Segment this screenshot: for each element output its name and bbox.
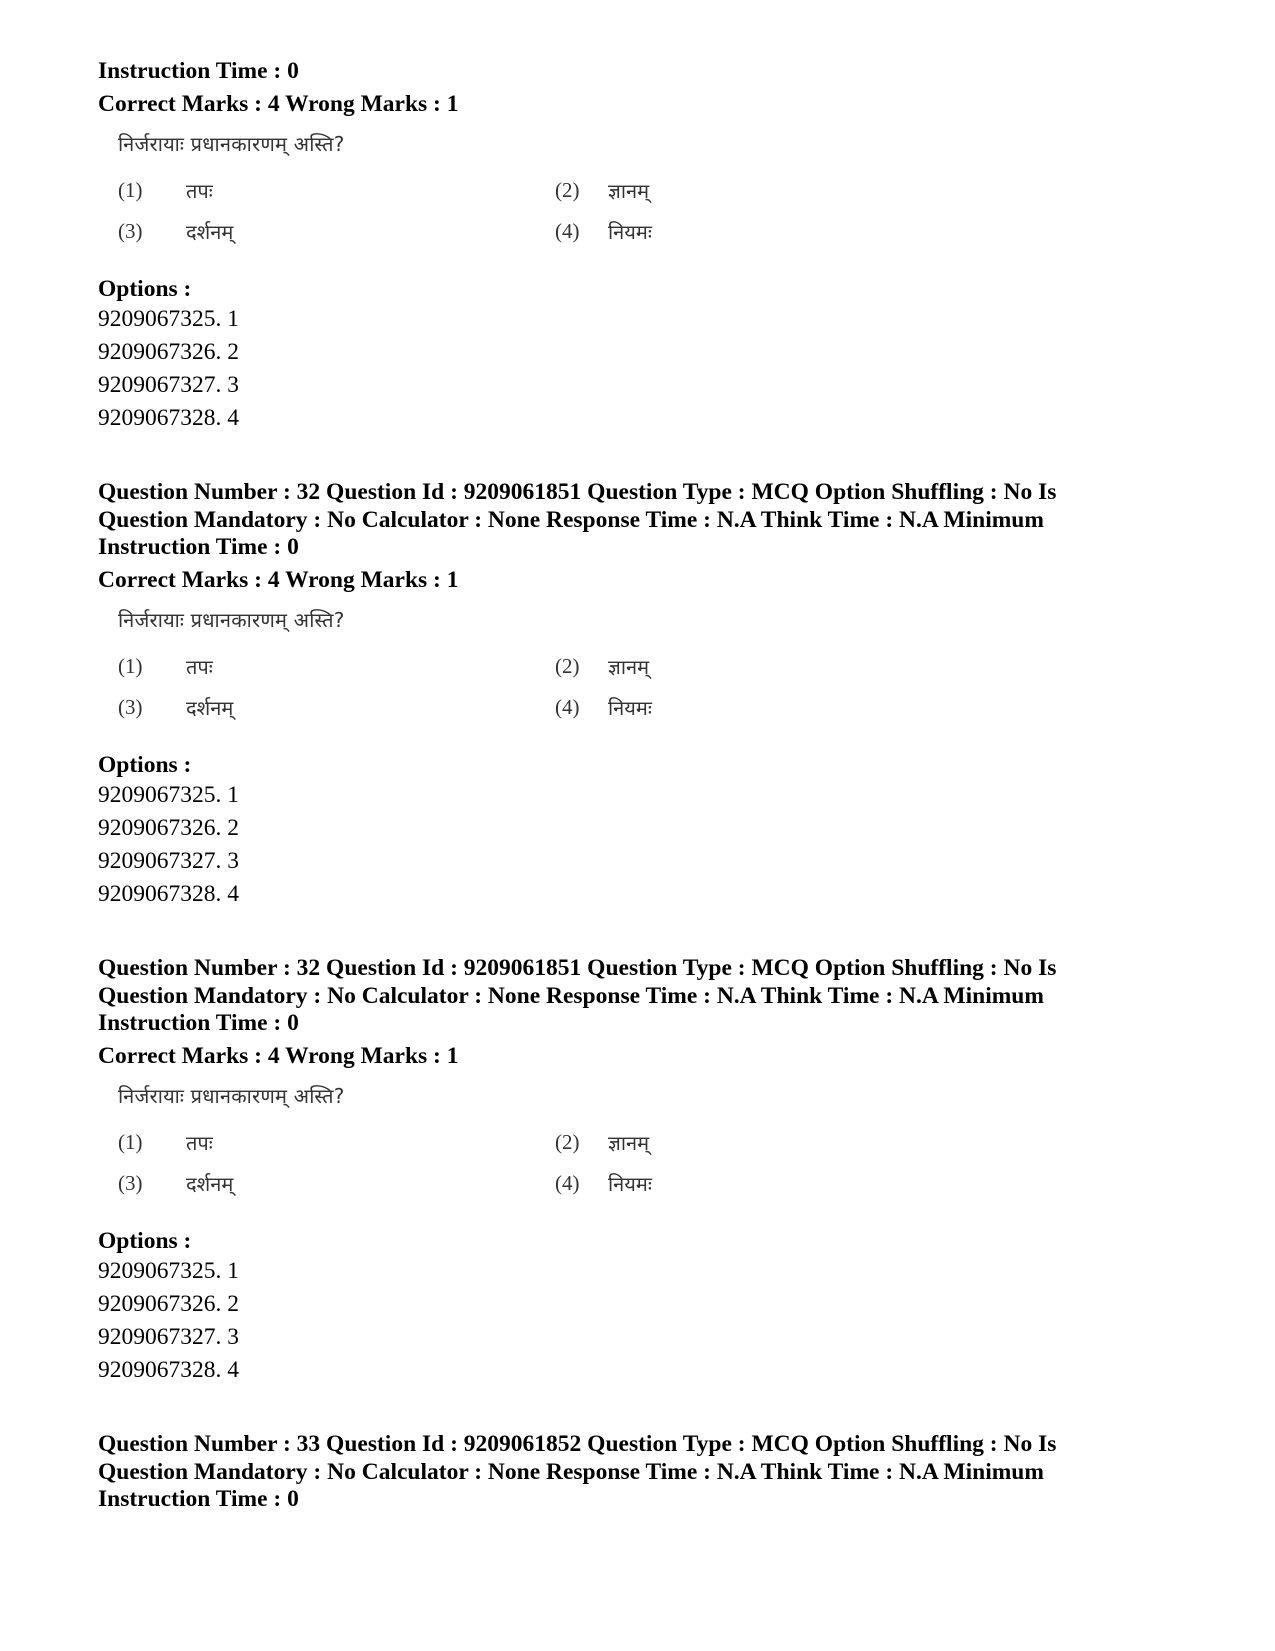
choice-number: (3): [118, 1171, 143, 1195]
choice-number: (4): [555, 219, 580, 243]
choice-text: ज्ञानम्: [608, 179, 650, 203]
marks-line: Correct Marks : 4 Wrong Marks : 1: [98, 567, 459, 593]
choice-number: (1): [118, 178, 143, 202]
choice-text: तपः: [186, 179, 213, 203]
choice-number: (3): [118, 695, 143, 719]
choice-text: नियमः: [608, 1172, 652, 1196]
choice-number: (4): [555, 1171, 580, 1195]
choice-text: दर्शनम्: [186, 1172, 234, 1196]
choice-number: (2): [555, 178, 580, 202]
question-header: Question Number : 33 Question Id : 9209061852 Question Type : MCQ Option Shuffling : No Is: [98, 1431, 1057, 1457]
options-label: Options :: [98, 1228, 192, 1254]
option-item: 9209067328. 4: [98, 405, 239, 431]
option-item: 9209067327. 3: [98, 1324, 239, 1350]
question-header: Question Mandatory : No Calculator : None Response Time : N.A Think Time : N.A Minimum: [98, 1458, 1044, 1485]
marks-line: Correct Marks : 4 Wrong Marks : 1: [98, 91, 459, 117]
question-text: निर्जरायाः प्रधानकारणम् अस्ति?: [118, 1084, 345, 1108]
choice-number: (2): [555, 654, 580, 678]
choice-number: (1): [118, 654, 143, 678]
choice-text: नियमः: [608, 696, 652, 720]
options-list: [98, 1255, 1188, 1387]
question-header: Question Mandatory : No Calculator : None Response Time : N.A Think Time : N.A Minimum: [98, 506, 1044, 533]
option-item: 9209067327. 3: [98, 848, 239, 874]
choice-number: (4): [555, 695, 580, 719]
choice-text: दर्शनम्: [186, 696, 234, 720]
choice-number: (1): [118, 1130, 143, 1154]
options-list: [98, 779, 1188, 911]
option-item: 9209067325. 1: [98, 1258, 239, 1284]
option-item: 9209067326. 2: [98, 339, 239, 365]
option-item: 9209067325. 1: [98, 306, 239, 332]
question-text: निर्जरायाः प्रधानकारणम् अस्ति?: [118, 132, 345, 156]
choice-text: ज्ञानम्: [608, 655, 650, 679]
choice-text: तपः: [186, 655, 213, 679]
document-page: [98, 58, 1188, 1513]
choice-number: (2): [555, 1130, 580, 1154]
marks-line: Correct Marks : 4 Wrong Marks : 1: [98, 1043, 459, 1069]
question-header: Question Number : 32 Question Id : 9209061851 Question Type : MCQ Option Shuffling : No Is: [98, 955, 1057, 981]
option-item: 9209067327. 3: [98, 372, 239, 398]
question-image: [118, 130, 1188, 266]
options-label: Options :: [98, 276, 192, 302]
instruction-time: Instruction Time : 0: [98, 58, 299, 84]
choice-text: नियमः: [608, 220, 652, 244]
option-item: 9209067325. 1: [98, 782, 239, 808]
question-image: [118, 1082, 1188, 1218]
choice-text: ज्ञानम्: [608, 1131, 650, 1155]
instruction-time: Instruction Time : 0: [98, 1486, 299, 1512]
question-header: Question Number : 32 Question Id : 9209061851 Question Type : MCQ Option Shuffling : No Is: [98, 479, 1057, 505]
choice-number: (3): [118, 219, 143, 243]
options-list: [98, 303, 1188, 435]
choice-text: तपः: [186, 1131, 213, 1155]
question-text: निर्जरायाः प्रधानकारणम् अस्ति?: [118, 608, 345, 632]
choice-text: दर्शनम्: [186, 220, 234, 244]
question-block-31: [98, 58, 1188, 435]
option-item: 9209067326. 2: [98, 815, 239, 841]
instruction-time: Instruction Time : 0: [98, 534, 299, 560]
question-block-33: [98, 1431, 1188, 1513]
instruction-time: Instruction Time : 0: [98, 1010, 299, 1036]
options-label: Options :: [98, 752, 192, 778]
question-block-32b: [98, 955, 1188, 1387]
question-block-32a: [98, 479, 1188, 911]
option-item: 9209067328. 4: [98, 881, 239, 907]
question-header: Question Mandatory : No Calculator : None Response Time : N.A Think Time : N.A Minimum: [98, 982, 1044, 1009]
option-item: 9209067326. 2: [98, 1291, 239, 1317]
option-item: 9209067328. 4: [98, 1357, 239, 1383]
question-image: [118, 606, 1188, 742]
